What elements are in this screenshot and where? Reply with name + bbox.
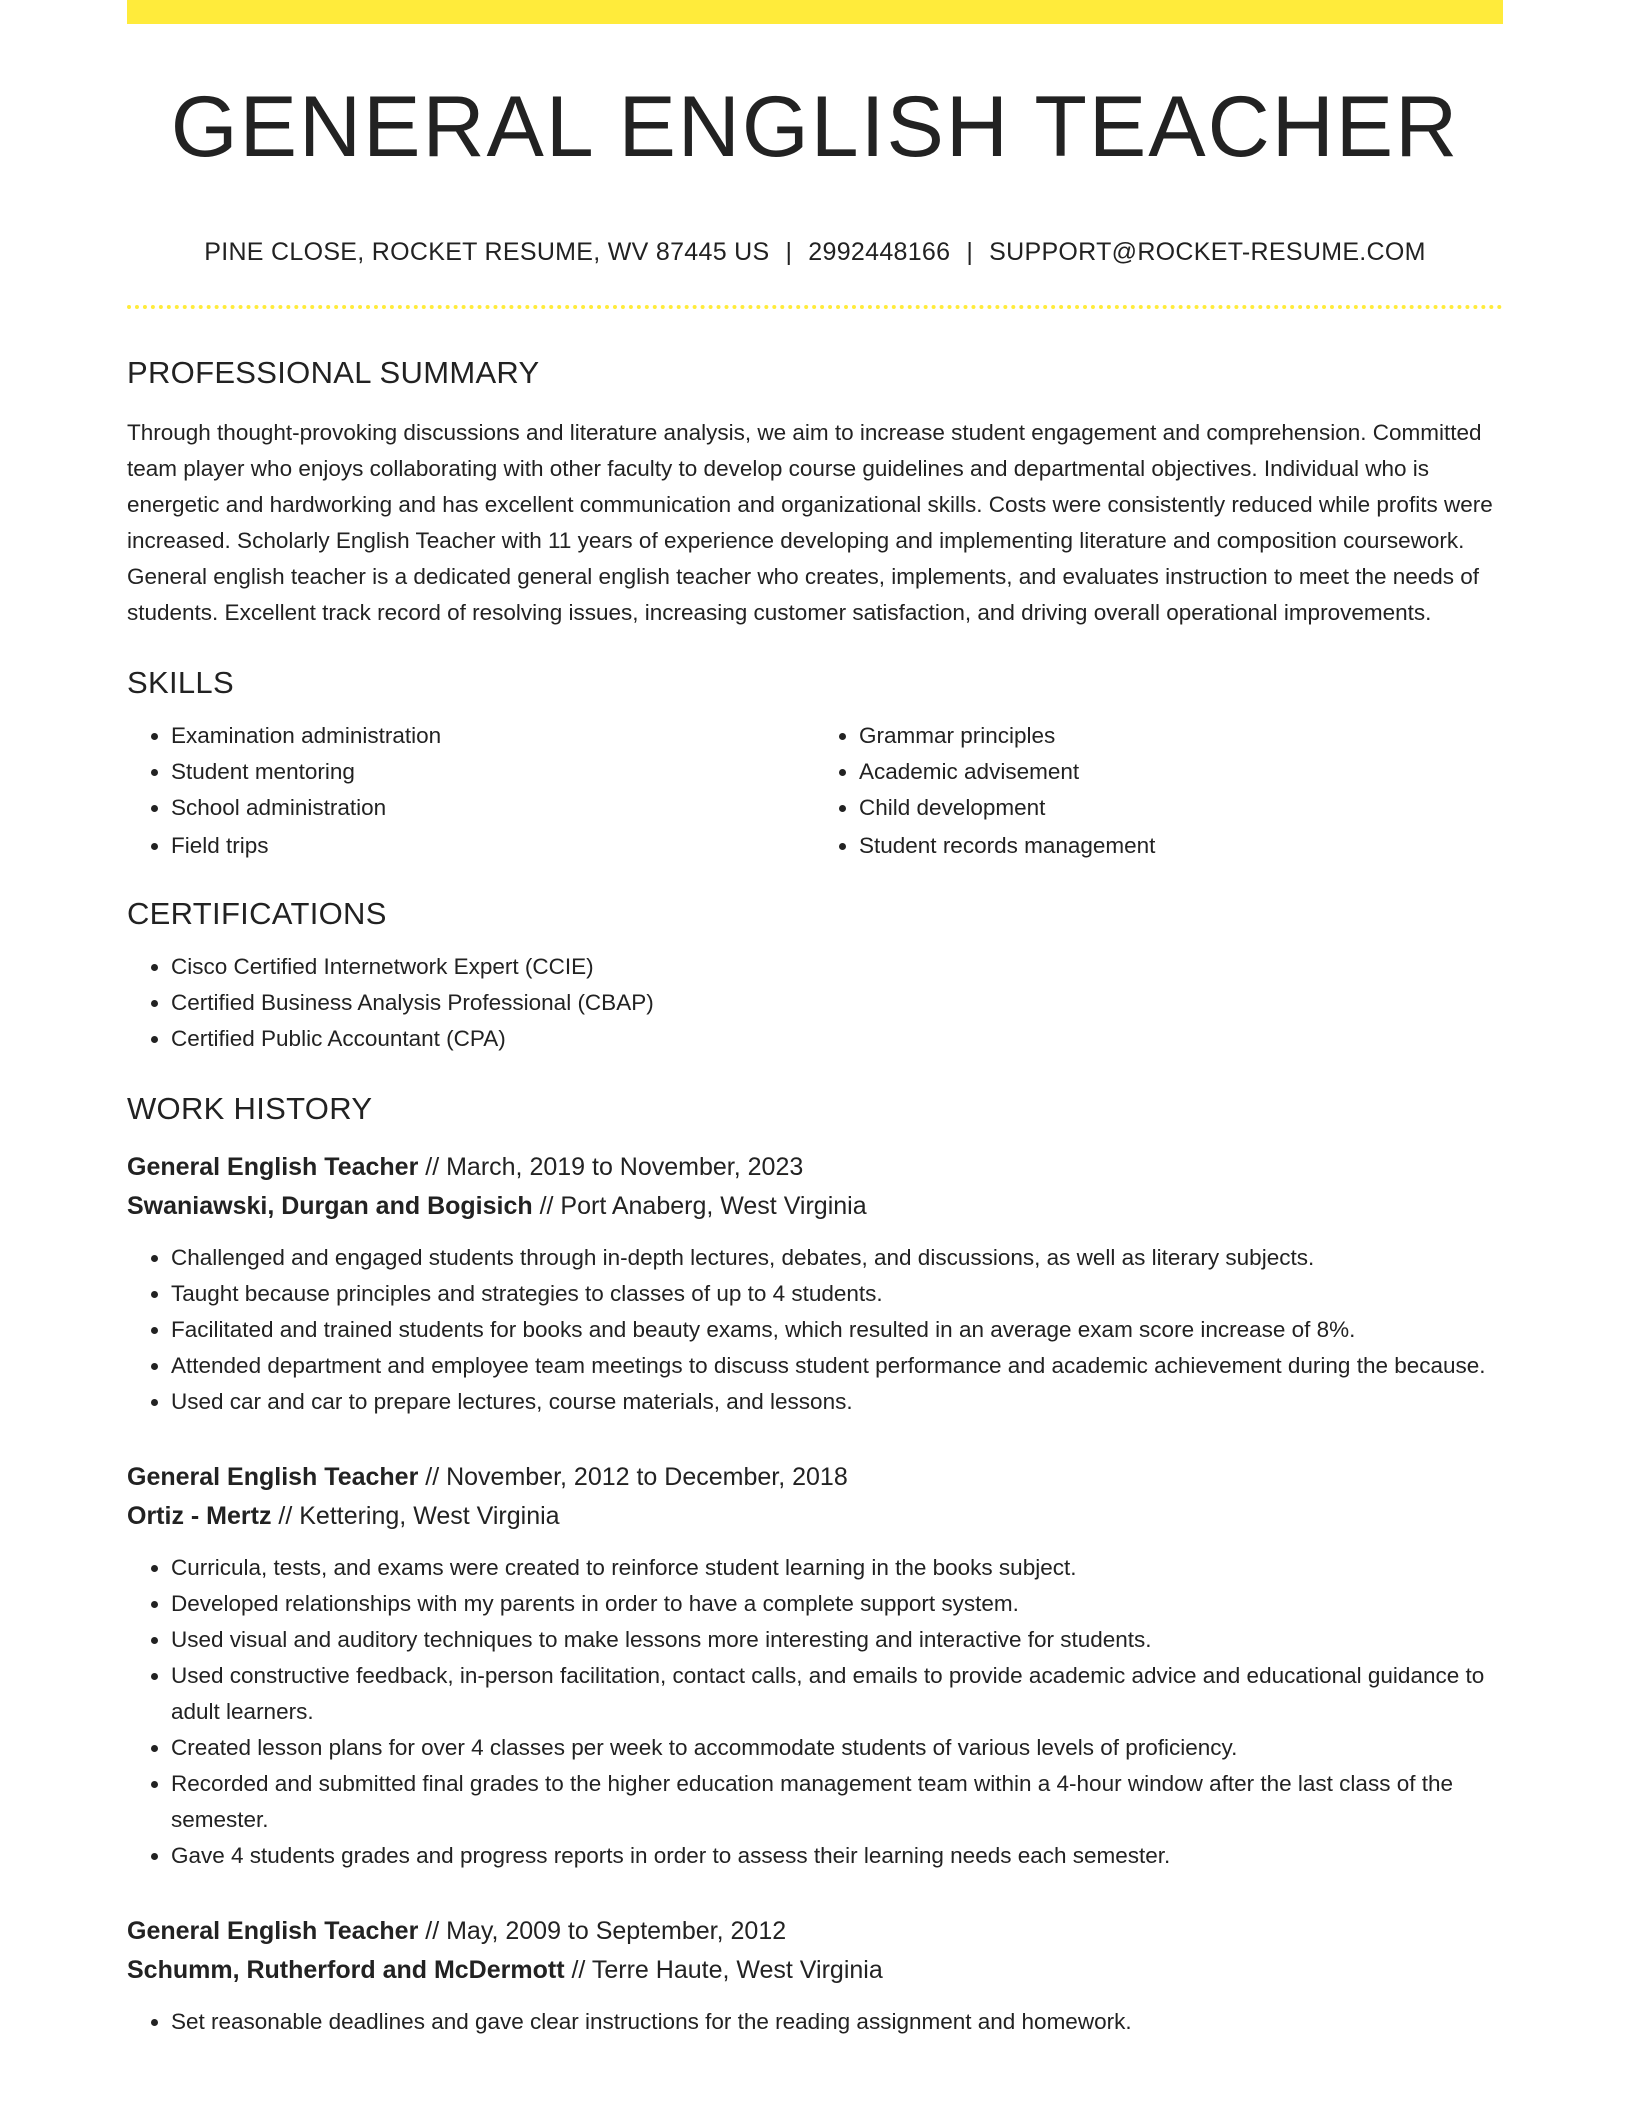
job-company: Swaniawski, Durgan and Bogisich bbox=[127, 1192, 533, 1220]
certifications-heading: CERTIFICATIONS bbox=[127, 896, 387, 931]
email-link[interactable]: SUPPORT@ROCKET-RESUME.COM bbox=[989, 238, 1426, 266]
list-item: • Set reasonable deadlines and gave clear instructions for the reading assignment and homework. bbox=[171, 2004, 1503, 2040]
job-entry bbox=[127, 1912, 1503, 2040]
list-item: • Student records management bbox=[859, 828, 1503, 864]
job-company-line bbox=[127, 1497, 1503, 1536]
job-company-line bbox=[127, 1951, 1503, 1990]
list-item: • Used car and car to prepare lectures, course materials, and lessons. bbox=[171, 1384, 1503, 1420]
list-item: • Recorded and submitted final grades to the higher education management team within a 4-hour window after the last class of the semester. bbox=[171, 1766, 1503, 1838]
list-item: • Used visual and auditory techniques to make lessons more interesting and interactive for students. bbox=[171, 1622, 1503, 1658]
work-history-heading: WORK HISTORY bbox=[127, 1091, 373, 1126]
top-accent-bar bbox=[127, 0, 1503, 24]
list-item: • Challenged and engaged students through in-depth lectures, debates, and discussions, as well as literary subjects. bbox=[171, 1240, 1503, 1276]
skills-column-right bbox=[815, 718, 1503, 864]
list-item: • School administration bbox=[171, 790, 815, 826]
skills-column-left bbox=[127, 718, 815, 864]
list-item: • Academic advisement bbox=[859, 754, 1503, 790]
list-item: • Field trips bbox=[171, 828, 815, 864]
job-entry bbox=[127, 1458, 1503, 1874]
header-divider bbox=[127, 305, 1503, 309]
certifications-list bbox=[127, 949, 1503, 1057]
job-location: // Port Anaberg, West Virginia bbox=[532, 1192, 867, 1220]
phone-text: 2992448166 bbox=[808, 238, 951, 266]
job-company: Schumm, Rutherford and McDermott bbox=[127, 1956, 565, 1984]
list-item: • Cisco Certified Internetwork Expert (CCIE) bbox=[171, 949, 1503, 985]
skills-list bbox=[127, 718, 1503, 864]
list-item: • Examination administration bbox=[171, 718, 815, 754]
job-location: // Terre Haute, West Virginia bbox=[564, 1956, 883, 1984]
job-dates: // November, 2012 to December, 2018 bbox=[418, 1463, 848, 1491]
skills-heading: SKILLS bbox=[127, 665, 234, 700]
list-item: • Certified Business Analysis Professional (CBAP) bbox=[171, 985, 1503, 1021]
list-item: • Student mentoring bbox=[171, 754, 815, 790]
contact-line bbox=[127, 238, 1503, 267]
list-item: • Curricula, tests, and exams were created to reinforce student learning in the books subject. bbox=[171, 1550, 1503, 1586]
resume-page bbox=[127, 0, 1503, 2040]
job-duties-list bbox=[127, 2004, 1503, 2040]
job-role: General English Teacher bbox=[127, 1153, 419, 1181]
job-company-line bbox=[127, 1187, 1503, 1226]
job-title-line bbox=[127, 1148, 1503, 1187]
list-item: • Created lesson plans for over 4 classes per week to accommodate students of various levels of proficiency. bbox=[171, 1730, 1503, 1766]
list-item: • Attended department and employee team meetings to discuss student performance and academic achievement during the because. bbox=[171, 1348, 1503, 1384]
job-location: // Kettering, West Virginia bbox=[271, 1502, 560, 1530]
list-item: • Developed relationships with my parents in order to have a complete support system. bbox=[171, 1586, 1503, 1622]
summary-paragraph: Through thought-provoking discussions and literature analysis, we aim to increase student engagement and comprehension. Committed team player who enjoys collaborating with other faculty to develop course guidelines and departmental objectives. Individual who is energetic and hardworking and has excellent communication and organizational skills. Costs were consistently reduced while profits were increased. Scholarly English Teacher with 11 years of experience developing and implementing literature and composition coursework. General english teacher is a dedicated general english teacher who creates, implements, and evaluates instruction to meet the needs of students. Excellent track record of resolving issues, increasing customer satisfaction, and driving overall operational improvements. bbox=[127, 420, 1493, 625]
list-item: • Taught because principles and strategies to classes of up to 4 students. bbox=[171, 1276, 1503, 1312]
list-item: • Grammar principles bbox=[859, 718, 1503, 754]
contact-separator: | bbox=[966, 238, 974, 266]
job-title-line bbox=[127, 1458, 1503, 1497]
job-title-line bbox=[127, 1912, 1503, 1951]
job-role: General English Teacher bbox=[127, 1917, 419, 1945]
page-title: GENERAL ENGLISH TEACHER bbox=[170, 79, 1460, 175]
summary-heading: PROFESSIONAL SUMMARY bbox=[127, 355, 540, 390]
job-role: General English Teacher bbox=[127, 1463, 419, 1491]
job-entry bbox=[127, 1148, 1503, 1420]
job-dates: // March, 2019 to November, 2023 bbox=[418, 1153, 804, 1181]
job-company: Ortiz - Mertz bbox=[127, 1502, 272, 1530]
address-text: PINE CLOSE, ROCKET RESUME, WV 87445 US bbox=[204, 238, 770, 266]
list-item: • Used constructive feedback, in-person facilitation, contact calls, and emails to provide academic advice and educational guidance to adult learners. bbox=[171, 1658, 1503, 1730]
list-item: • Gave 4 students grades and progress reports in order to assess their learning needs each semester. bbox=[171, 1838, 1503, 1874]
job-dates: // May, 2009 to September, 2012 bbox=[418, 1917, 787, 1945]
list-item: • Certified Public Accountant (CPA) bbox=[171, 1021, 1503, 1057]
list-item: • Facilitated and trained students for books and beauty exams, which resulted in an average exam score increase of 8%. bbox=[171, 1312, 1503, 1348]
job-duties-list bbox=[127, 1240, 1503, 1420]
job-duties-list bbox=[127, 1550, 1503, 1874]
list-item: • Child development bbox=[859, 790, 1503, 826]
contact-separator: | bbox=[785, 238, 793, 266]
